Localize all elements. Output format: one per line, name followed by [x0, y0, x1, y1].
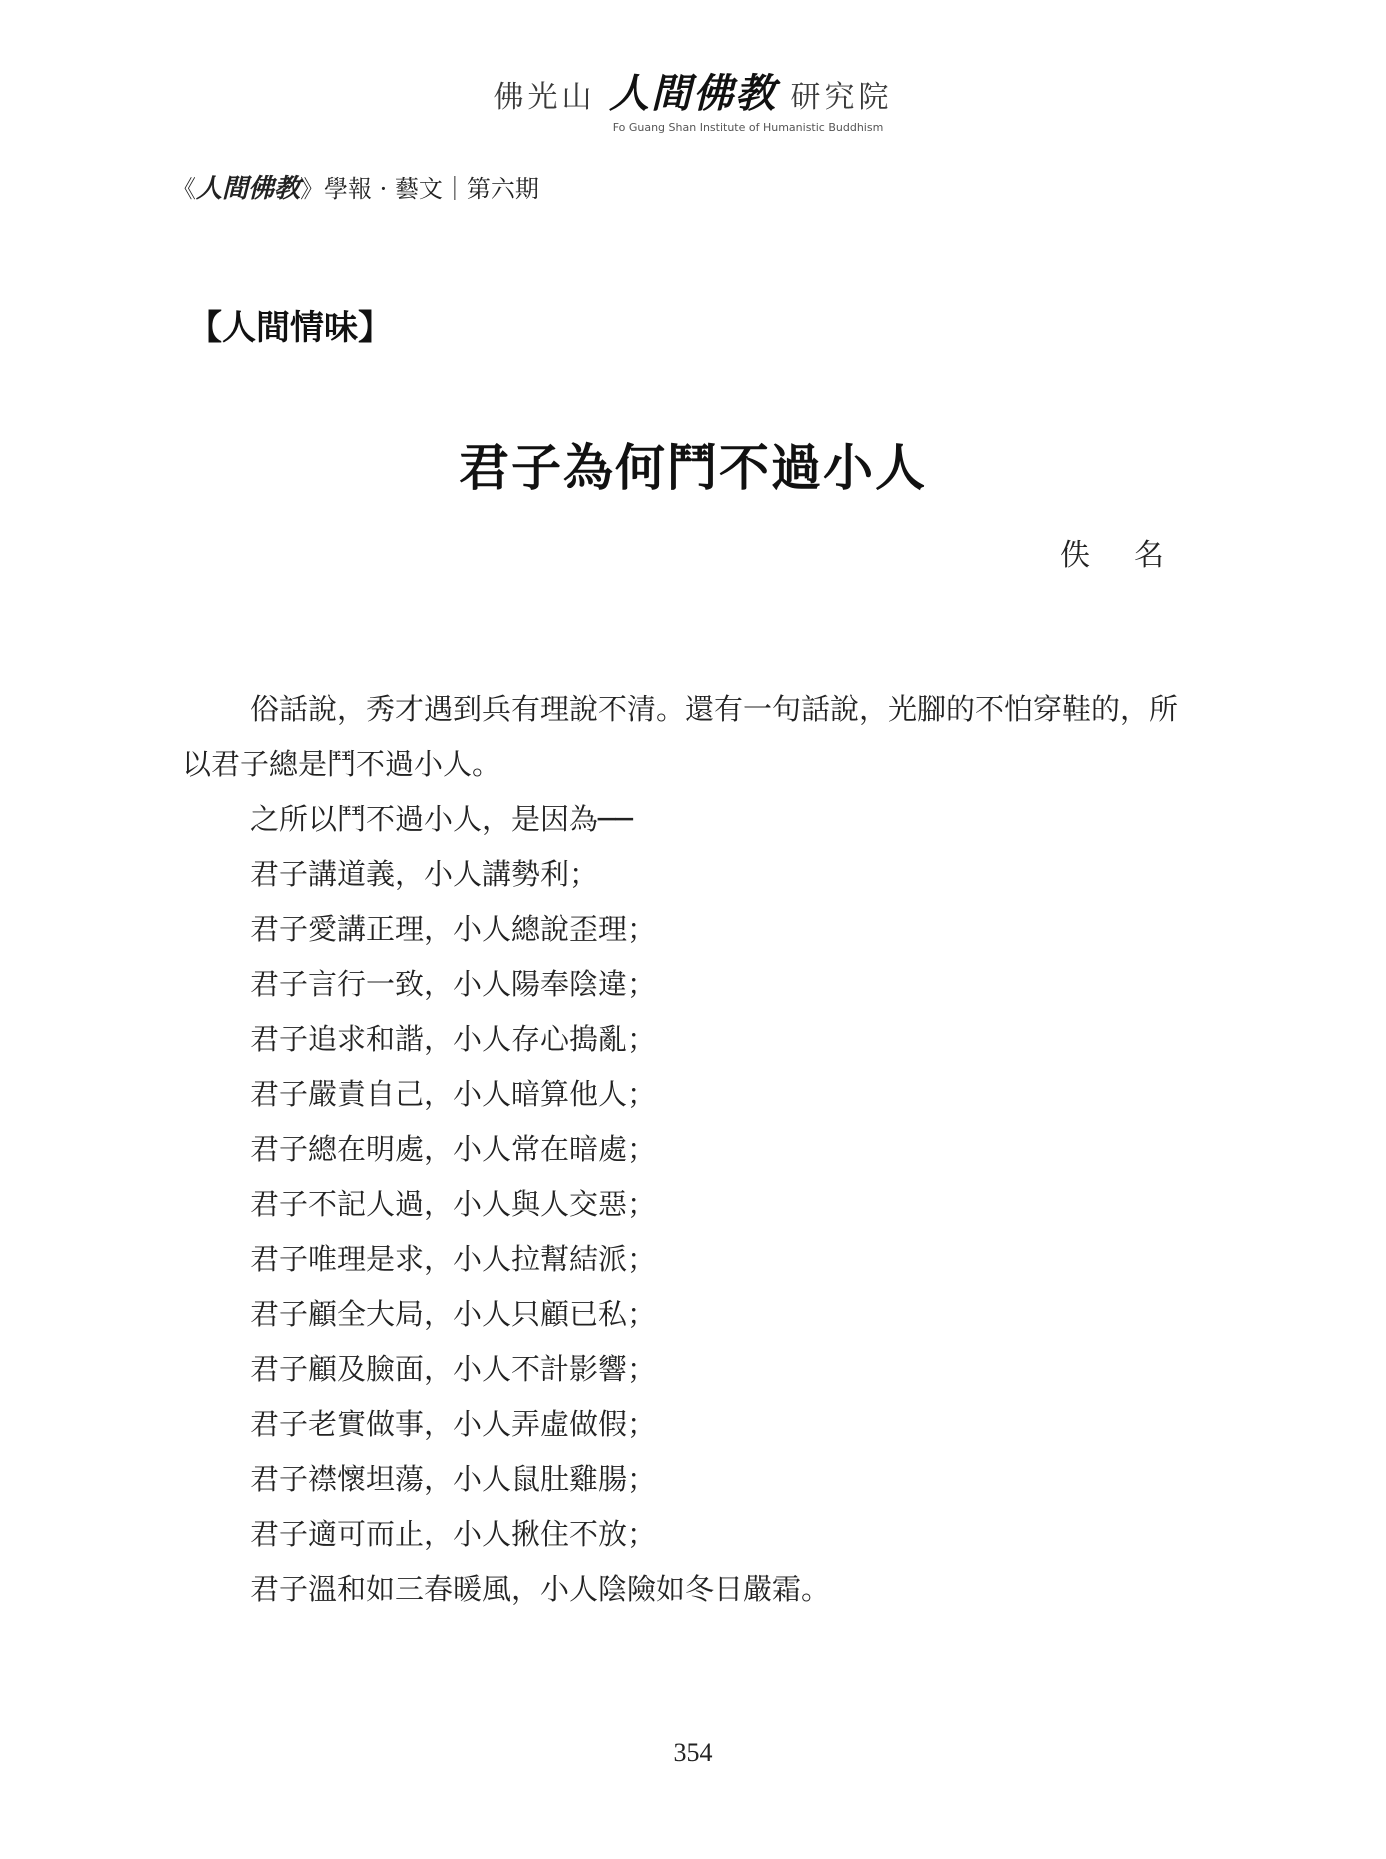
body-line: 君子襟懷坦蕩，小人鼠肚雞腸；: [250, 1462, 657, 1496]
body-line: 之所以鬥不過小人，是因為──: [250, 802, 633, 836]
institute-english-name: Fo Guang Shan Institute of Humanistic Buddhism: [612, 121, 884, 134]
institute-brand-logo: 人間佛教: [609, 71, 777, 117]
institute-prefix: 佛光山: [493, 80, 596, 115]
body-line: 君子追求和諧，小人存心搗亂；: [250, 1022, 657, 1056]
body-line: 君子顧及臉面，小人不計影響；: [250, 1352, 657, 1386]
author: [1060, 530, 1164, 574]
body-line: 君子總在明處，小人常在暗處；: [250, 1132, 657, 1166]
body-line: 君子講道義，小人講勢利；: [250, 857, 599, 891]
author-first-char: 佚: [1060, 538, 1090, 573]
author-second-char: 名: [1134, 538, 1164, 573]
body-line: 君子顧全大局，小人只顧已私；: [250, 1297, 657, 1331]
institute-name: [0, 62, 1386, 119]
body-line: 君子不記人過，小人與人交惡；: [250, 1187, 657, 1221]
page-number: 354: [673, 1738, 713, 1767]
institute-suffix: 研究院: [790, 80, 893, 115]
journal-issue: 學報 · 藝文｜第六期: [324, 175, 539, 203]
body-line: 君子適可而止，小人揪住不放；: [250, 1517, 657, 1551]
body-line: 君子言行一致，小人陽奉陰違；: [250, 967, 657, 1001]
journal-title: [172, 168, 539, 205]
article-body: [182, 682, 1182, 1617]
journal-close-bracket: 》: [300, 175, 325, 203]
section-heading: 【人間情味】: [188, 308, 392, 348]
body-line: 君子老實做事，小人弄虛做假；: [250, 1407, 657, 1441]
institute-header: [0, 62, 1386, 134]
intro-paragraph: 俗話說，秀才遇到兵有理說不清。還有一句話說，光腳的不怕穿鞋的，所以君子總是鬥不過小人。: [182, 692, 1179, 781]
body-line: 君子嚴責自己，小人暗算他人；: [250, 1077, 657, 1111]
journal-name: 人間佛教: [196, 174, 301, 204]
body-line: 君子溫和如三春暖風，小人陰險如冬日嚴霜。: [250, 1572, 831, 1606]
article-title: 君子為何鬥不過小人: [459, 438, 927, 497]
journal-open-bracket: 《: [172, 175, 196, 203]
body-line: 君子愛講正理，小人總說歪理；: [250, 912, 657, 946]
body-line: 君子唯理是求，小人拉幫結派；: [250, 1242, 657, 1276]
